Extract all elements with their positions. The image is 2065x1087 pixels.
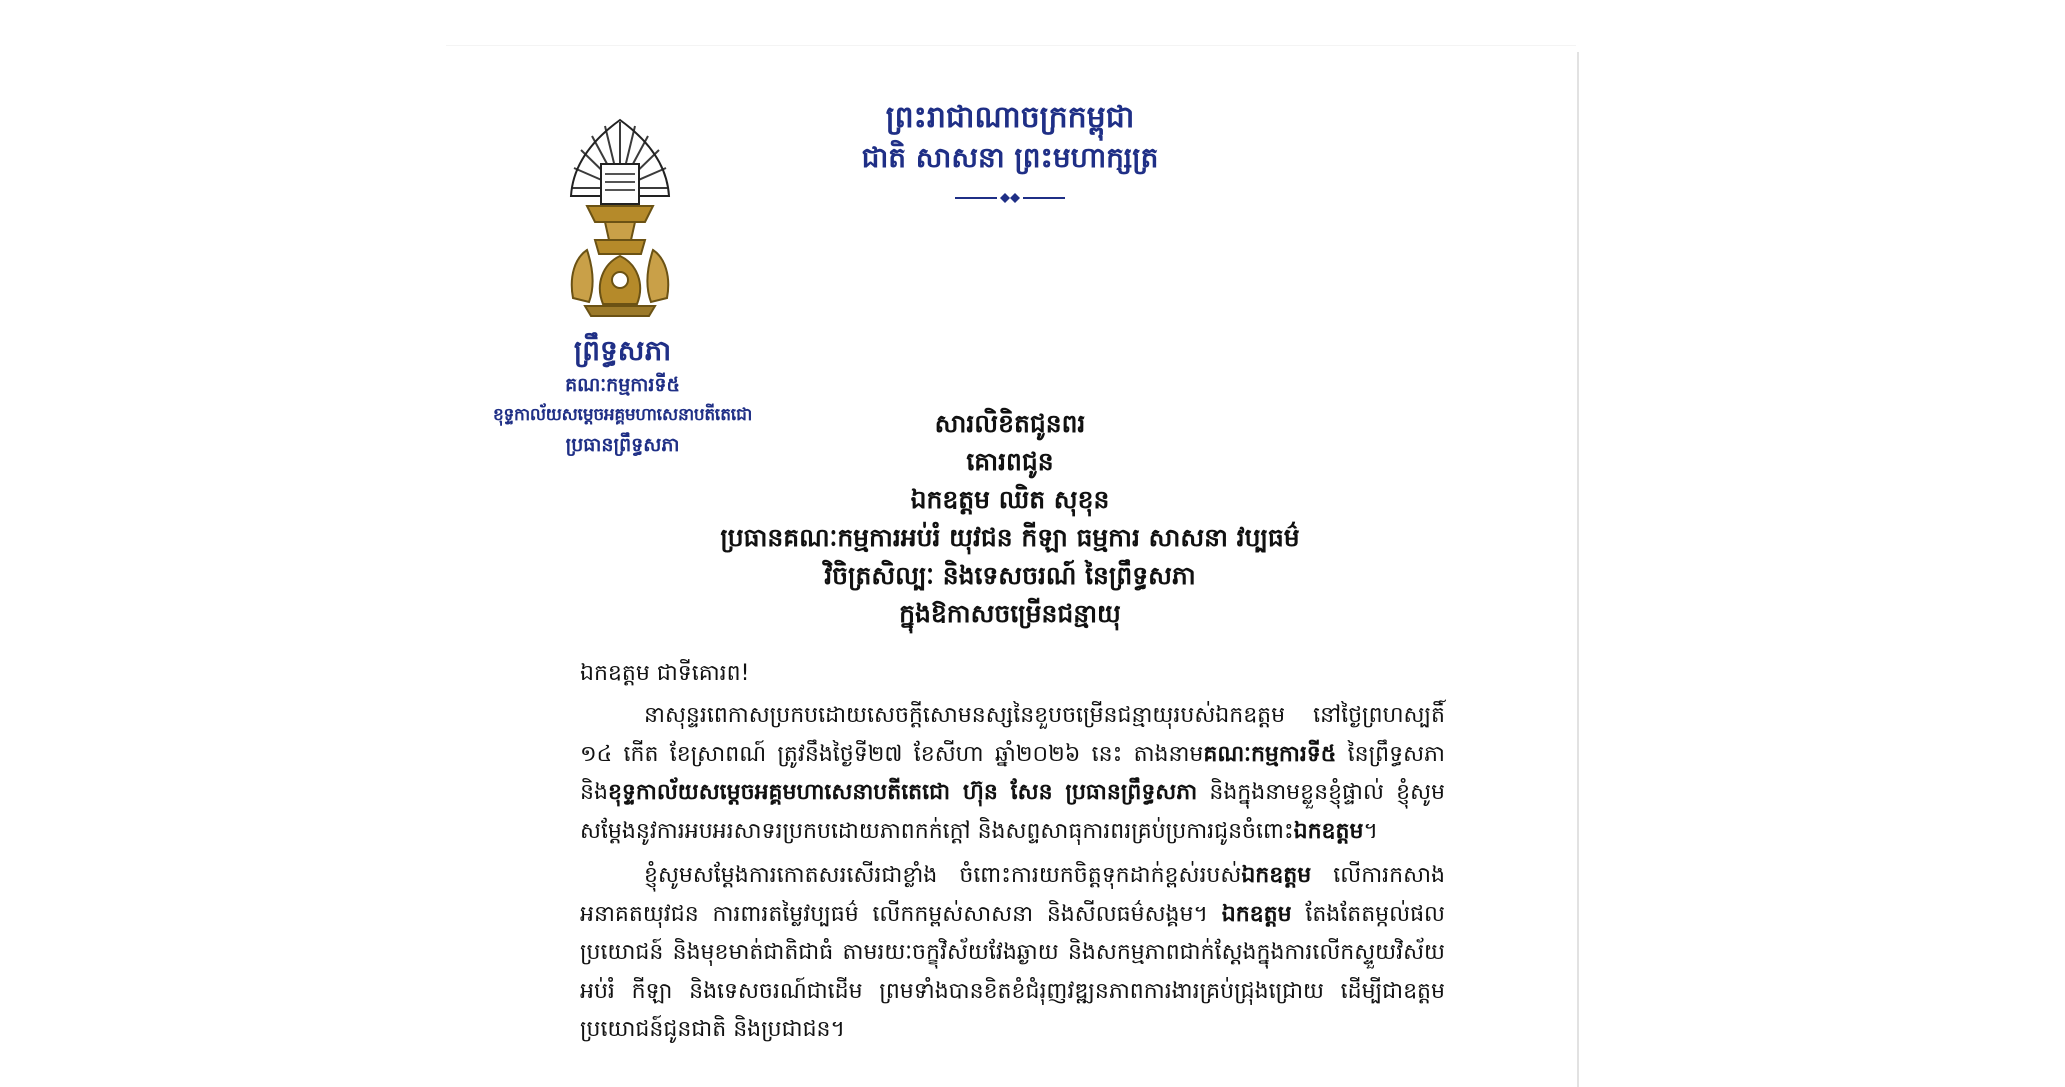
recipient-position-line1: ប្រធានគណៈកម្មការអប់រំ យុវជន កីឡា ធម្មការ សាសនា វប្បធម៌ (720, 523, 1300, 552)
p1-office: ខុទ្ទកាល័យសម្ដេចអគ្គមហាសេនាបតីតេជោ ហ៊ុន សែន ប្រធានព្រឹទ្ធសភា (607, 780, 1198, 805)
recipient-name: ឯកឧត្តម ឈិត សុខុន (910, 485, 1110, 514)
paragraph-1 (580, 697, 1445, 851)
office-name: ខុទ្ទកាល័យសម្ដេចអគ្គមហាសេនាបតីតេជោ (493, 405, 752, 425)
recipient-position-line2: វិចិត្រសិល្បៈ និងទេសចរណ៍ នៃព្រឹទ្ធសភា (824, 561, 1196, 590)
page-top-edge (446, 45, 1576, 46)
p1-honorific: ឯកឧត្តម (1293, 818, 1364, 844)
commission-name: គណៈកម្មការទី៥ (565, 374, 680, 396)
ornament-divider-icon (955, 192, 1065, 204)
p1-commission: គណៈកម្មការទី៥ (1203, 741, 1337, 767)
letter-title-block (620, 405, 1400, 633)
national-motto: ជាតិ សាសនា ព្រះមហាក្សត្រ (861, 141, 1159, 174)
senate-emblem-icon (565, 118, 675, 318)
p2-text-a: ខ្ញុំសូមសម្ដែងការកោតសរសើរជាខ្លាំង ចំពោះការយកចិត្តទុកដាក់ខ្ពស់របស់ (644, 863, 1242, 888)
addressed-to: គោរពជូន (966, 447, 1054, 476)
president-title: ប្រធានព្រឹទ្ធសភា (565, 434, 680, 456)
p1-text-e: និងក្នុងនាមខ្លួនខ្ញុំផ្ទាល់ ខ្ញុំសូមសម្ដែងនូវការអបអរសាទរប្រកបដោយភាពកក់ក្ដៅ និងសព្ទសាធុការពរគ្រប់ប្រការជូនចំពោះ (580, 780, 1445, 844)
p2-text-e: តែងតែតម្កល់ផលប្រយោជន៍ និងមុខមាត់ជាតិជាធំ តាមរយៈចក្ខុវិស័យវែងឆ្ងាយ និងសកម្មភាពជាក់ស្ដែងក្នុងការលើកស្ទួយវិស័យអប់រំ កីឡា និងទេសចរណ៍ជាដើម ព្រមទាំងបានខិតខំជំរុញវឌ្ឍនភាពការងារគ្រប់ជ្រុងជ្រោយ ដើម្បីជាឧត្តមប្រយោជន៍ជូនជាតិ និងប្រជាជន។ (580, 901, 1445, 1042)
letter-body (580, 655, 1445, 1056)
institution-name: ព្រឹទ្ធសភា (573, 334, 672, 367)
salutation: ឯកឧត្តម ជាទីគោរព! (580, 661, 750, 686)
paragraph-2 (580, 857, 1445, 1050)
p2-honorific-2: ឯកឧត្តម (1221, 901, 1292, 927)
kingdom-name: ព្រះរាជាណាចក្រកម្ពុជា (885, 100, 1135, 135)
page-right-edge (1577, 52, 1579, 1087)
kingdom-header (800, 98, 1220, 204)
p1-text-a: នាសុន្ទរពេកាសប្រកបដោយសេចក្ដីសោមនស្សនៃខួបចម្រើនជន្មាយុរបស់ឯកឧត្តម នៅថ្ងៃព្រហស្បតិ៍ ១៤ កើត ខែស្រាពណ៍ ត្រូវនឹងថ្ងៃទី២៧ ខែសីហា ឆ្នាំ២០២៦ នេះ តាងនាម (580, 703, 1445, 767)
p1-text-c: នៃព្រឹទ្ធសភា និង (580, 741, 1445, 805)
occasion: ក្នុងឱកាសចម្រើនជន្មាយុ (899, 599, 1121, 628)
p1-end: ។ (1363, 818, 1378, 844)
p2-text-c: លើការកសាងអនាគតយុវជន ការពារតម្លៃវប្បធម៌ លើកកម្ពស់សាសនា និងសីលធម៌សង្គម។ (580, 863, 1445, 927)
letter-title: សារលិខិតជូនពរ (934, 409, 1086, 438)
p2-honorific-1: ឯកឧត្តម (1241, 863, 1312, 888)
